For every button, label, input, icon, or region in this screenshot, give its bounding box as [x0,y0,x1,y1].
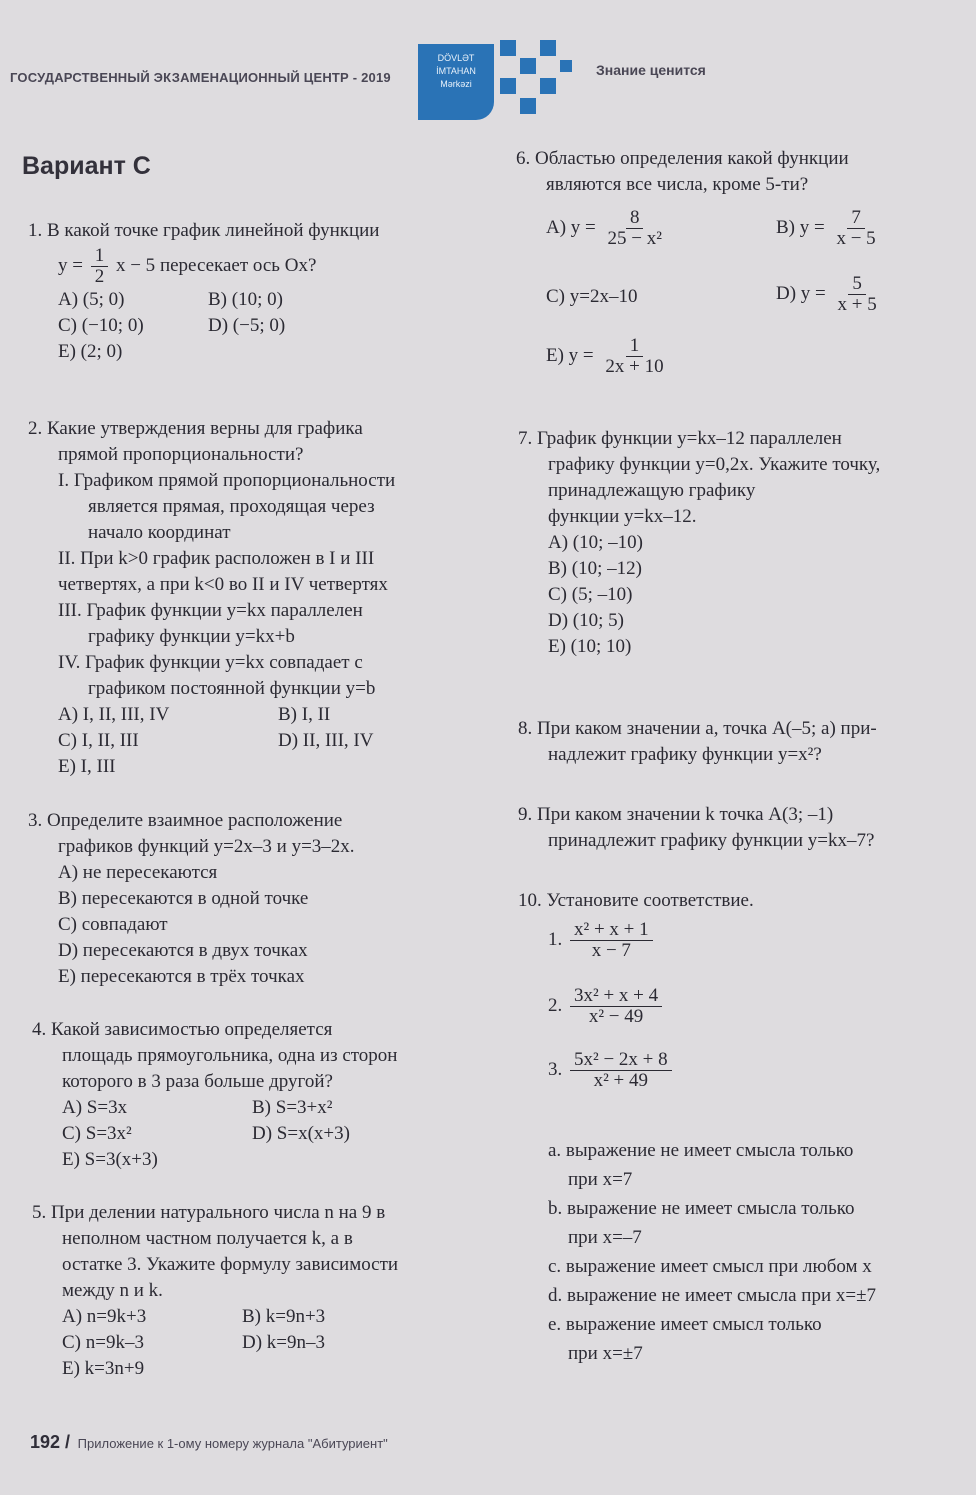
fraction-numerator: 5 [848,274,866,295]
fraction [834,274,881,315]
expression-number: 2. [548,994,563,1016]
header-right-title: Знание ценится [596,62,706,78]
fraction-numerator: 3x² + x + 4 [570,986,662,1007]
fraction-denominator: 2 [94,266,105,287]
logo-square [540,78,556,94]
logo-line-2: İMTAHAN [436,66,476,76]
options [28,287,468,365]
question-line: 6. Областью определения какой функции [516,148,849,169]
option-a: A) (5; 0) [58,289,125,310]
question-line: принадлежит графику функции y=kx–7? [548,830,875,851]
option-e: E) I, III [58,756,116,777]
logo-square [500,40,516,56]
option-c: C) I, II, III [58,730,139,751]
question-line: графику функции y=kx+b [88,626,295,647]
question-line: остатке 3. Укажите формулу зависимости [62,1254,399,1275]
answer-line: e. выражение имеет смысл только [548,1314,822,1335]
question-line: между n и k. [62,1280,163,1301]
fraction-numerator: 1 [626,336,644,357]
question-line: является прямая, проходящая через [88,496,375,517]
option-a: A) (10; –10) [548,532,643,553]
fraction-denominator: x − 5 [836,228,876,249]
fraction-denominator: x − 7 [591,940,631,961]
fraction-numerator: x² + x + 1 [570,920,653,941]
question-line: площадь прямоугольника, одна из сторон [62,1045,398,1066]
fraction [570,1050,672,1091]
fraction-numerator: 7 [847,208,865,229]
question-6 [516,146,956,198]
formula-part: пересекает ось Ox? [159,254,317,276]
page-number: 192 / [30,1432,71,1452]
answer-line: c. выражение имеет смысл при любом x [548,1256,872,1277]
question-10 [518,888,958,914]
option-d: D) пересекаются в двух точках [58,940,308,961]
options [518,530,958,660]
expression-number: 3. [548,1058,563,1080]
option-c: C) y=2x–10 [546,286,638,307]
fraction-denominator: 2x + 10 [605,356,664,377]
question-5 [32,1200,482,1382]
question-line: 4. Какой зависимостью определяется [32,1019,333,1040]
option-c: C) S=3x² [62,1123,132,1144]
options [32,1304,482,1382]
question-line: I. Графиком прямой пропорциональности [58,470,396,491]
option-b: B) пересекаются в одной точке [58,888,309,909]
fraction-denominator: x² − 49 [588,1006,644,1027]
option-b: B) I, II [278,704,331,725]
fraction [570,920,653,961]
option-a: A) I, II, III, IV [58,704,170,725]
fraction [832,208,879,249]
option-a: A) n=9k+3 [62,1306,147,1327]
answer-line: d. выражение не имеет смысла при x=±7 [548,1285,877,1306]
fraction [604,208,666,249]
option-b: B) S=3+x² [252,1097,333,1118]
option-a: A) S=3x [62,1097,128,1118]
logo-square [540,40,556,56]
fraction-denominator: x² + 49 [593,1070,649,1091]
fraction-denominator: 25 − x² [607,228,662,249]
option-a: A) не пересекаются [58,862,218,883]
question-line: являются все числа, кроме 5-ти? [546,174,809,195]
logo-square [560,60,572,72]
answer-line: при x=7 [568,1169,633,1190]
fraction-numerator: 8 [626,208,644,229]
logo-square [500,78,516,94]
option-b: B) (10; 0) [208,289,283,310]
question-line: графиков функций y=2x–3 и y=3–2x. [58,836,355,857]
question-line: которого в 3 раза больше другой? [62,1071,333,1092]
option-b: B) (10; –12) [548,558,642,579]
option-e: E) пересекаются в трёх точках [58,966,305,987]
fraction-numerator: 1 [91,246,109,267]
expression-3 [548,1050,675,1091]
question-4 [32,1017,472,1173]
logo-square [520,98,536,114]
fraction [601,336,667,377]
option-d [776,274,884,315]
options [32,1095,472,1173]
variant-title: Вариант С [22,152,151,180]
question-7 [518,426,958,660]
question-line: II. При k>0 график расположен в I и III [58,548,375,569]
question-line: 3. Определите взаимное расположение [28,810,343,831]
question-1 [28,218,468,365]
question-line: 8. При каком значении a, точка A(–5; a) при- [518,718,877,739]
option-e: E) k=3n+9 [62,1358,145,1379]
answer-line: при x=–7 [568,1227,642,1248]
question-line: IV. График функции y=kx совпадает с [58,652,363,673]
option-c: C) (5; –10) [548,584,633,605]
option-e: E) S=3(x+3) [62,1149,158,1170]
options [28,860,468,990]
expression-number: 1. [548,928,563,950]
question-line: III. График функции y=kx параллелен [58,600,363,621]
question-line: 7. График функции y=kx–12 параллелен [518,428,842,449]
option-a [546,208,669,249]
option-b: B) k=9n+3 [242,1306,326,1327]
fraction [570,986,662,1027]
question-line: прямой пропорциональности? [58,444,304,465]
question-text: 1. В какой точке график линейной функции [28,220,380,241]
option-d: D) II, III, IV [278,730,374,751]
logo-line-3: Mərkəzi [440,79,472,89]
answer-line: b. выражение не имеет смысла только [548,1198,855,1219]
question-line: графику функции y=0,2x. Укажите точку, [548,454,881,475]
fraction [91,246,109,287]
question-line: надлежит графику функции y=x²? [548,744,822,765]
question-line: неполном частном получается k, а в [62,1228,353,1249]
option-d: D) (−5; 0) [208,315,286,336]
expression-2 [548,986,665,1027]
question-line: 2. Какие утверждения верны для графика [28,418,363,439]
option-e: E) (10; 10) [548,636,632,657]
question-line: 5. При делении натурального числа n на 9 в [32,1202,386,1223]
answer-line: a. выражение не имеет смысла только [548,1140,854,1161]
option-label: A) y = [546,216,596,238]
option-e [546,336,671,377]
dim-logo [418,44,494,120]
option-d: D) (10; 5) [548,610,624,631]
option-label: D) y = [776,282,826,304]
option-d: D) k=9n–3 [242,1332,326,1353]
option-d: D) S=x(x+3) [252,1123,350,1144]
question-line: графиком постоянной функции y=b [88,678,376,699]
footer-text: Приложение к 1-ому номеру журнала "Абитуриент" [77,1436,388,1451]
question-8 [518,716,958,768]
header-left-title: ГОСУДАРСТВЕННЫЙ ЭКЗАМЕНАЦИОННЫЙ ЦЕНТР - 2019 [10,70,391,85]
question-line: функции y=kx–12. [548,506,697,527]
option-c: C) (−10; 0) [58,315,144,336]
options [28,702,478,780]
option-b [776,208,883,249]
option-c: C) n=9k–3 [62,1332,144,1353]
logo-square [520,58,536,74]
option-c: C) совпадают [58,914,168,935]
formula-part: x − 5 [115,254,156,276]
question-3 [28,808,468,990]
question-line: принадлежащую графику [548,480,756,501]
logo-line-1: DÖVLƏT [437,53,475,63]
question-line: четвертях, а при k<0 во II и IV четвертях [58,574,388,595]
question-9 [518,802,958,854]
expression-1 [548,920,656,961]
footer [30,1432,388,1453]
formula-part: y = [58,254,83,276]
question-line: начало координат [88,522,231,543]
question-line: 9. При каком значении k точка A(3; –1) [518,804,834,825]
answer-list [548,1136,958,1368]
option-e: E) (2; 0) [58,341,123,362]
question-title: 10. Установите соответствие. [518,890,754,911]
option-label: B) y = [776,216,825,238]
fraction-numerator: 5x² − 2x + 8 [570,1050,672,1071]
fraction-denominator: x + 5 [837,294,877,315]
question-formula [28,246,468,287]
option-label: E) y = [546,344,594,366]
question-2 [28,416,478,780]
answer-line: при x=±7 [568,1343,643,1364]
